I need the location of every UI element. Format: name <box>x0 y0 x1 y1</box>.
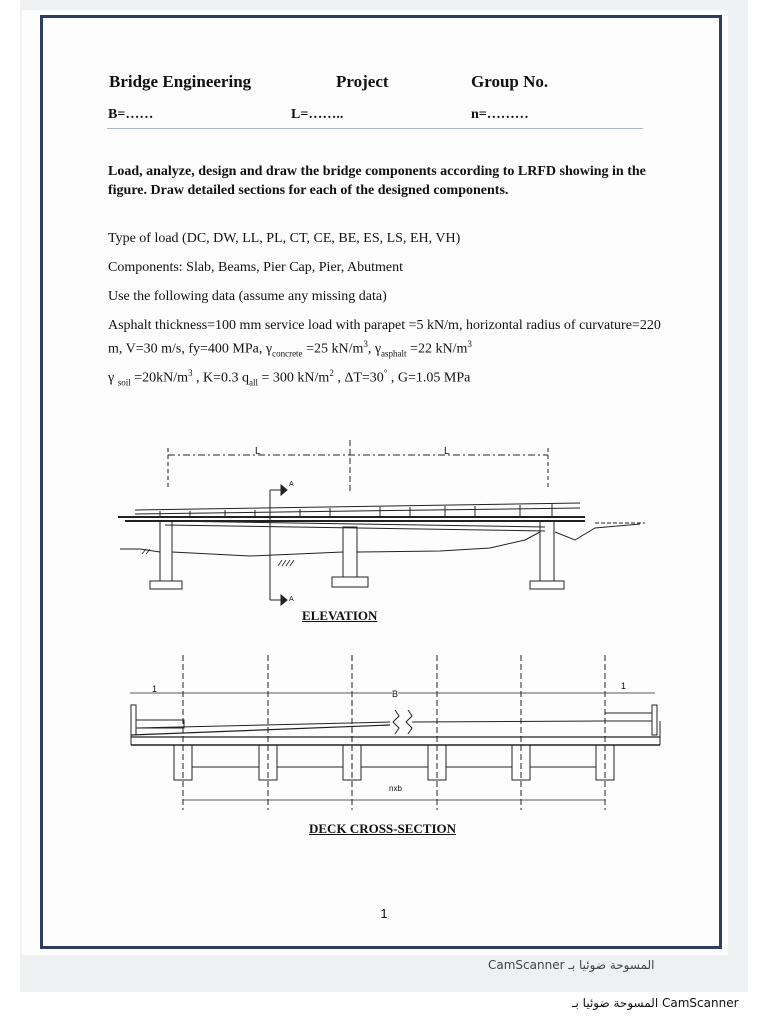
overhang-label-right: 1 <box>621 681 627 691</box>
data-text-2b: , K=0.3 q <box>192 370 250 386</box>
scanner-watermark-bottom: المسوحة ضوئيا بـ CamScanner <box>572 996 739 1010</box>
elevation-drawing <box>118 440 645 605</box>
data-text-2d: , ΔT=30 <box>333 370 384 386</box>
unit-sup: 2 <box>329 368 334 378</box>
data-paragraph: Asphalt thickness=100 mm service load with parapet =5 kN/m, horizontal radius of curvature=220 m, V=30 m/s, fy=400 MPa, $\gamma_{concrete} =25$ $kN/m^3$, $\gamma_{asphalt} =22$ $kN/m^3$ <box>108 318 661 359</box>
page-number: 1 <box>380 906 388 921</box>
project-title: Project <box>336 72 389 91</box>
all-sub: all <box>249 377 259 388</box>
concrete-sub: concrete <box>272 348 303 359</box>
intro-paragraph: Load, analyze, design and draw the bridge components according to LRFD showing in the figure. Draw detailed sections for each of the designed components. <box>108 164 646 198</box>
gamma-symbol: γ <box>374 341 382 357</box>
unit-sup: 3 <box>467 339 472 349</box>
span-label-right: L <box>444 446 450 457</box>
elevation-caption: ELEVATION <box>302 608 378 623</box>
course-title: Bridge Engineering <box>109 72 252 91</box>
data-text-2a: =20kN/m <box>130 370 188 386</box>
gamma-symbol: γ <box>265 341 273 357</box>
unit-sup: 3 <box>363 339 368 349</box>
b-field: B=…… <box>108 107 154 122</box>
section-mark-bottom: A <box>289 596 294 603</box>
data-text-2e: , G=1.05 MPa <box>387 370 471 386</box>
data-text-2c: = 300 kN/m <box>258 370 330 386</box>
n-field: n=……… <box>471 107 529 122</box>
components-list: Components: Slab, Beams, Pier Cap, Pier, Abutment <box>108 260 403 275</box>
overhang-label-left: 1 <box>152 684 158 694</box>
group-title: Group No. <box>471 72 549 91</box>
use-data-line: Use the following data (assume any missing data) <box>108 289 387 304</box>
span-label-left: L <box>255 446 261 457</box>
scanner-watermark: CamScanner المسوحة ضوئيا بـ <box>488 958 655 972</box>
soil-sub: soil <box>117 377 131 388</box>
unit-sup: 3 <box>188 368 193 378</box>
gamma-symbol: γ <box>108 370 115 386</box>
deck-caption: DECK CROSS-SECTION <box>309 821 457 836</box>
l-field: L=…….. <box>291 107 344 122</box>
asphalt-sub: asphalt <box>381 348 407 359</box>
data-text-1a: Asphalt thickness=100 mm service load with parapet =5 kN/m, horizontal radius of curvature=220 m, V=30 m/s, fy=400 MPa, <box>108 318 661 357</box>
data-text-1b: =25 kN/m <box>302 341 364 357</box>
load-types: Type of load (DC, DW, LL, PL, CT, CE, BE, ES, LS, EH, VH) <box>108 231 461 246</box>
spacing-label: B <box>392 689 399 699</box>
section-mark-top: A <box>289 481 294 488</box>
degree-sup: ° <box>383 368 388 378</box>
width-label: nxb <box>389 784 402 793</box>
data-text-1c: =22 kN/m <box>406 341 468 357</box>
